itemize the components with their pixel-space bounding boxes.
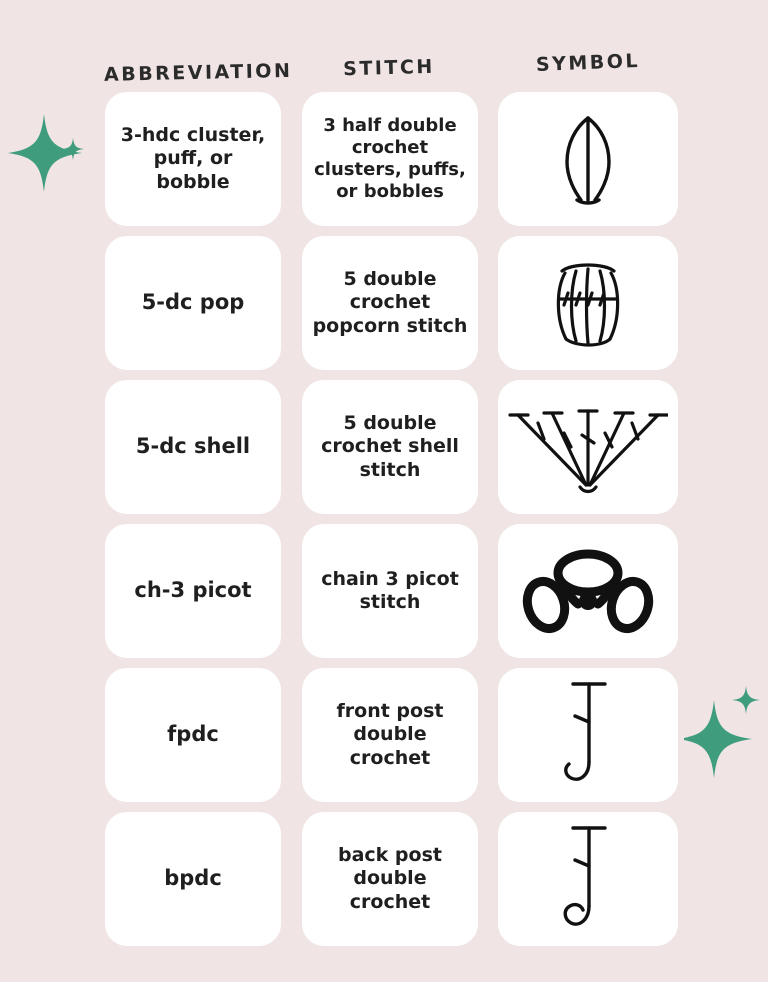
table-row <box>0 524 768 668</box>
symbol-cell <box>498 236 678 370</box>
stitch-cell: 5 double crochet popcorn stitch <box>302 236 478 370</box>
table-row <box>0 668 768 812</box>
abbreviation-cell: 5-dc pop <box>105 236 281 370</box>
symbol-cell <box>498 812 678 946</box>
symbol-cell <box>498 524 678 658</box>
stitch-cell: back post double crochet <box>302 812 478 946</box>
abbreviation-cell: bpdc <box>105 812 281 946</box>
stitch-table <box>0 92 768 956</box>
front-post-double-crochet-icon <box>543 676 633 794</box>
table-row <box>0 92 768 236</box>
column-headers <box>0 52 768 92</box>
table-row <box>0 236 768 380</box>
abbreviation-cell: 3-hdc cluster, puff, or bobble <box>105 92 281 226</box>
back-post-double-crochet-icon <box>543 820 633 938</box>
symbol-cell <box>498 380 678 514</box>
header-abbreviation: ABBREVIATION <box>103 59 293 86</box>
table-row <box>0 380 768 524</box>
picot-stitch-icon <box>518 539 658 643</box>
stitch-cell: front post double crochet <box>302 668 478 802</box>
abbreviation-cell: ch-3 picot <box>105 524 281 658</box>
table-row <box>0 812 768 956</box>
stitch-cell: chain 3 picot stitch <box>302 524 478 658</box>
symbol-cell <box>498 92 678 226</box>
shell-stitch-icon <box>508 393 668 501</box>
popcorn-stitch-icon <box>532 247 644 359</box>
header-symbol: SYMBOL <box>535 50 641 76</box>
stitch-cell: 3 half double crochet clusters, puffs, or bobbles <box>302 92 478 226</box>
stitch-cell: 5 double crochet shell stitch <box>302 380 478 514</box>
abbreviation-cell: 5-dc shell <box>105 380 281 514</box>
cluster-puff-bobble-icon <box>533 104 643 214</box>
abbreviation-cell: fpdc <box>105 668 281 802</box>
header-stitch: STITCH <box>342 55 436 81</box>
symbol-cell <box>498 668 678 802</box>
